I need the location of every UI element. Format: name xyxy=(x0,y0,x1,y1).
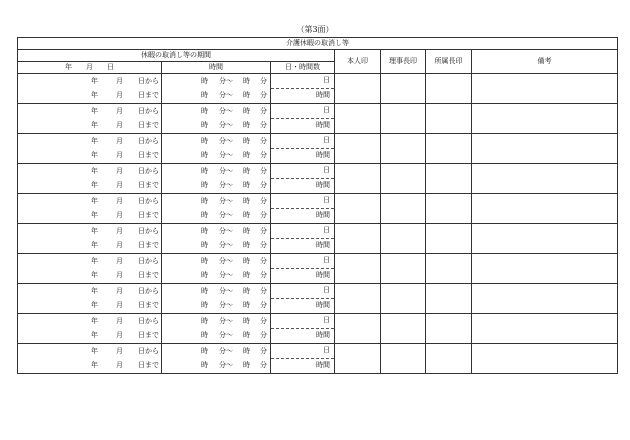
minute-label: 分 xyxy=(260,330,267,339)
entry-row xyxy=(18,104,618,134)
hour-label: 時 xyxy=(201,166,208,175)
minute-from-label: 分～ xyxy=(219,286,233,295)
month-label: 月 xyxy=(116,210,123,219)
minute-from-label: 分～ xyxy=(219,196,233,205)
entry-date-cell[interactable] xyxy=(18,134,162,164)
entry-days-cell[interactable] xyxy=(271,164,335,194)
entry-days-cell[interactable] xyxy=(271,194,335,224)
minute-from-label: 分～ xyxy=(219,180,233,189)
to-day-label: 日まで xyxy=(138,270,159,279)
hour-label: 時 xyxy=(243,90,250,99)
self-seal-cell[interactable] xyxy=(335,164,381,194)
hour-label: 時 xyxy=(201,76,208,85)
head-seal-cell[interactable] xyxy=(426,74,472,104)
director-seal-cell[interactable] xyxy=(381,194,426,224)
hour-label: 時 xyxy=(243,76,250,85)
minute-from-label: 分～ xyxy=(219,270,233,279)
entry-date-cell[interactable] xyxy=(18,254,162,284)
date-header: 年 月 日 xyxy=(18,62,162,74)
minute-label: 分 xyxy=(260,180,267,189)
head-seal-cell[interactable] xyxy=(426,284,472,314)
hours-unit-label: 時間 xyxy=(316,151,330,159)
director-seal-cell[interactable] xyxy=(381,224,426,254)
entry-date-cell[interactable] xyxy=(18,194,162,224)
hour-label: 時 xyxy=(243,286,250,295)
entry-row xyxy=(18,344,618,374)
time-header: 時間 xyxy=(162,62,271,74)
entry-row xyxy=(18,254,618,284)
from-day-label: 日から xyxy=(138,346,159,355)
hour-label: 時 xyxy=(243,196,250,205)
entry-time-cell[interactable] xyxy=(162,224,271,254)
director-seal-cell[interactable] xyxy=(381,104,426,134)
year-label: 年 xyxy=(91,120,98,129)
minute-from-label: 分～ xyxy=(219,120,233,129)
hours-unit-label: 時間 xyxy=(316,301,330,309)
entry-time-cell[interactable] xyxy=(162,344,271,374)
entry-time-cell[interactable] xyxy=(162,164,271,194)
minute-label: 分 xyxy=(260,136,267,145)
hour-label: 時 xyxy=(243,330,250,339)
entry-date-cell[interactable] xyxy=(18,344,162,374)
to-day-label: 日まで xyxy=(138,240,159,249)
entry-row xyxy=(18,314,618,344)
director-seal-cell[interactable] xyxy=(381,164,426,194)
remarks-cell[interactable] xyxy=(472,254,618,284)
from-day-label: 日から xyxy=(138,166,159,175)
hour-label: 時 xyxy=(243,270,250,279)
minute-label: 分 xyxy=(260,346,267,355)
self-seal-cell[interactable] xyxy=(335,104,381,134)
minute-label: 分 xyxy=(260,286,267,295)
hour-label: 時 xyxy=(243,346,250,355)
director-seal-cell[interactable] xyxy=(381,314,426,344)
from-day-label: 日から xyxy=(138,286,159,295)
month-label: 月 xyxy=(116,120,123,129)
remarks-cell[interactable] xyxy=(472,134,618,164)
from-day-label: 日から xyxy=(138,316,159,325)
hour-label: 時 xyxy=(201,150,208,159)
hours-unit-label: 時間 xyxy=(316,91,330,99)
month-label: 月 xyxy=(116,226,123,235)
entry-time-cell[interactable] xyxy=(162,194,271,224)
hour-label: 時 xyxy=(201,360,208,369)
month-label: 月 xyxy=(116,360,123,369)
head-seal-cell[interactable] xyxy=(426,194,472,224)
head-seal-cell[interactable] xyxy=(426,314,472,344)
entry-time-cell[interactable] xyxy=(162,104,271,134)
month-label: 月 xyxy=(116,136,123,145)
year-label: 年 xyxy=(91,196,98,205)
entry-days-cell[interactable] xyxy=(271,224,335,254)
hour-label: 時 xyxy=(243,256,250,265)
remarks-cell[interactable] xyxy=(472,314,618,344)
hours-unit-label: 時間 xyxy=(316,331,330,339)
hour-label: 時 xyxy=(243,240,250,249)
year-label: 年 xyxy=(91,286,98,295)
year-label: 年 xyxy=(91,150,98,159)
minute-from-label: 分～ xyxy=(219,346,233,355)
hours-unit-label: 時間 xyxy=(316,361,330,369)
month-label: 月 xyxy=(116,106,123,115)
self-seal-cell[interactable] xyxy=(335,254,381,284)
minute-from-label: 分～ xyxy=(219,90,233,99)
year-label: 年 xyxy=(91,166,98,175)
entry-days-cell[interactable] xyxy=(271,104,335,134)
entry-time-cell[interactable] xyxy=(162,254,271,284)
minute-label: 分 xyxy=(260,150,267,159)
entry-date-cell[interactable] xyxy=(18,314,162,344)
month-label: 月 xyxy=(116,90,123,99)
month-label: 月 xyxy=(116,196,123,205)
hour-label: 時 xyxy=(243,166,250,175)
head-seal-cell[interactable] xyxy=(426,344,472,374)
entry-date-cell[interactable] xyxy=(18,104,162,134)
remarks-cell[interactable] xyxy=(472,74,618,104)
hour-label: 時 xyxy=(243,210,250,219)
entry-time-cell[interactable] xyxy=(162,74,271,104)
days-unit-label: 日 xyxy=(323,226,330,234)
head-seal-header: 所属長印 xyxy=(426,50,472,74)
year-label: 年 xyxy=(91,210,98,219)
hour-label: 時 xyxy=(201,256,208,265)
care-leave-cancellation-table xyxy=(17,37,618,374)
hour-label: 時 xyxy=(243,360,250,369)
hour-label: 時 xyxy=(201,106,208,115)
year-label: 年 xyxy=(91,316,98,325)
entry-row xyxy=(18,74,618,104)
minute-label: 分 xyxy=(260,196,267,205)
hour-label: 時 xyxy=(243,106,250,115)
minute-from-label: 分～ xyxy=(219,150,233,159)
minute-from-label: 分～ xyxy=(219,300,233,309)
minute-label: 分 xyxy=(260,106,267,115)
hour-label: 時 xyxy=(201,210,208,219)
hour-label: 時 xyxy=(201,346,208,355)
minute-from-label: 分～ xyxy=(219,240,233,249)
hour-label: 時 xyxy=(243,136,250,145)
from-day-label: 日から xyxy=(138,196,159,205)
days-unit-label: 日 xyxy=(323,316,330,324)
director-seal-cell[interactable] xyxy=(381,74,426,104)
minute-label: 分 xyxy=(260,226,267,235)
entry-date-cell[interactable] xyxy=(18,224,162,254)
remarks-cell[interactable] xyxy=(472,224,618,254)
month-label: 月 xyxy=(116,240,123,249)
minute-label: 分 xyxy=(260,256,267,265)
entry-days-cell[interactable] xyxy=(271,284,335,314)
entry-days-cell[interactable] xyxy=(271,314,335,344)
minute-label: 分 xyxy=(260,300,267,309)
entry-time-cell[interactable] xyxy=(162,314,271,344)
page-number: （第3面） xyxy=(296,25,334,34)
minute-label: 分 xyxy=(260,90,267,99)
to-day-label: 日まで xyxy=(138,330,159,339)
minute-label: 分 xyxy=(260,240,267,249)
hour-label: 時 xyxy=(201,226,208,235)
minute-label: 分 xyxy=(260,210,267,219)
days-unit-label: 日 xyxy=(323,346,330,354)
year-label: 年 xyxy=(91,240,98,249)
month-label: 月 xyxy=(116,346,123,355)
remarks-cell[interactable] xyxy=(472,164,618,194)
remarks-cell[interactable] xyxy=(472,344,618,374)
hour-label: 時 xyxy=(201,180,208,189)
director-seal-cell[interactable] xyxy=(381,344,426,374)
minute-label: 分 xyxy=(260,360,267,369)
director-seal-cell[interactable] xyxy=(381,284,426,314)
entry-row xyxy=(18,134,618,164)
hours-unit-label: 時間 xyxy=(316,271,330,279)
self-seal-cell[interactable] xyxy=(335,344,381,374)
to-day-label: 日まで xyxy=(138,90,159,99)
director-seal-header: 理事長印 xyxy=(381,50,426,74)
entry-date-cell[interactable] xyxy=(18,284,162,314)
remarks-header: 備考 xyxy=(472,50,618,74)
month-label: 月 xyxy=(116,150,123,159)
hours-unit-label: 時間 xyxy=(316,211,330,219)
to-day-label: 日まで xyxy=(138,210,159,219)
days-unit-label: 日 xyxy=(323,136,330,144)
head-seal-cell[interactable] xyxy=(426,134,472,164)
self-seal-cell[interactable] xyxy=(335,194,381,224)
days-header: 日・時間数 xyxy=(271,62,335,74)
entry-date-cell[interactable] xyxy=(18,164,162,194)
month-label: 月 xyxy=(116,180,123,189)
remarks-cell[interactable] xyxy=(472,104,618,134)
self-seal-cell[interactable] xyxy=(335,134,381,164)
entry-days-cell[interactable] xyxy=(271,134,335,164)
minute-label: 分 xyxy=(260,316,267,325)
to-day-label: 日まで xyxy=(138,150,159,159)
minute-from-label: 分～ xyxy=(219,76,233,85)
to-day-label: 日まで xyxy=(138,360,159,369)
to-day-label: 日まで xyxy=(138,300,159,309)
month-label: 月 xyxy=(116,316,123,325)
entry-date-cell[interactable] xyxy=(18,74,162,104)
self-seal-cell[interactable] xyxy=(335,284,381,314)
minute-from-label: 分～ xyxy=(219,360,233,369)
month-label: 月 xyxy=(116,166,123,175)
year-label: 年 xyxy=(91,136,98,145)
hour-label: 時 xyxy=(201,270,208,279)
entry-days-cell[interactable] xyxy=(271,74,335,104)
to-day-label: 日まで xyxy=(138,120,159,129)
year-label: 年 xyxy=(91,256,98,265)
self-seal-cell[interactable] xyxy=(335,74,381,104)
hour-label: 時 xyxy=(201,316,208,325)
minute-from-label: 分～ xyxy=(219,166,233,175)
year-label: 年 xyxy=(91,300,98,309)
hour-label: 時 xyxy=(243,226,250,235)
minute-from-label: 分～ xyxy=(219,210,233,219)
from-day-label: 日から xyxy=(138,136,159,145)
minute-from-label: 分～ xyxy=(219,316,233,325)
from-day-label: 日から xyxy=(138,106,159,115)
entry-row xyxy=(18,284,618,314)
self-seal-header: 本人印 xyxy=(335,50,381,74)
entry-time-cell[interactable] xyxy=(162,134,271,164)
to-day-label: 日まで xyxy=(138,180,159,189)
minute-from-label: 分～ xyxy=(219,136,233,145)
hour-label: 時 xyxy=(201,286,208,295)
director-seal-cell[interactable] xyxy=(381,254,426,284)
year-label: 年 xyxy=(91,346,98,355)
head-seal-cell[interactable] xyxy=(426,104,472,134)
year-label: 年 xyxy=(91,330,98,339)
head-seal-cell[interactable] xyxy=(426,224,472,254)
hours-unit-label: 時間 xyxy=(316,121,330,129)
from-day-label: 日から xyxy=(138,226,159,235)
month-label: 月 xyxy=(116,330,123,339)
hour-label: 時 xyxy=(201,120,208,129)
days-unit-label: 日 xyxy=(323,286,330,294)
entry-time-cell[interactable] xyxy=(162,284,271,314)
minute-label: 分 xyxy=(260,166,267,175)
hour-label: 時 xyxy=(201,240,208,249)
month-label: 月 xyxy=(116,300,123,309)
entry-row xyxy=(18,194,618,224)
hour-label: 時 xyxy=(243,120,250,129)
head-seal-cell[interactable] xyxy=(426,164,472,194)
hour-label: 時 xyxy=(243,316,250,325)
minute-label: 分 xyxy=(260,270,267,279)
hour-label: 時 xyxy=(243,150,250,159)
from-day-label: 日から xyxy=(138,256,159,265)
year-label: 年 xyxy=(91,226,98,235)
entry-days-cell[interactable] xyxy=(271,344,335,374)
year-label: 年 xyxy=(91,106,98,115)
minute-from-label: 分～ xyxy=(219,226,233,235)
year-label: 年 xyxy=(91,90,98,99)
month-label: 月 xyxy=(116,286,123,295)
entry-row xyxy=(18,224,618,254)
month-label: 月 xyxy=(116,256,123,265)
year-label: 年 xyxy=(91,360,98,369)
hours-unit-label: 時間 xyxy=(316,181,330,189)
days-unit-label: 日 xyxy=(323,256,330,264)
period-header: 休暇の取消し等の期間 xyxy=(18,50,335,62)
remarks-cell[interactable] xyxy=(472,194,618,224)
hour-label: 時 xyxy=(243,180,250,189)
month-label: 月 xyxy=(116,76,123,85)
year-label: 年 xyxy=(91,270,98,279)
hour-label: 時 xyxy=(201,330,208,339)
hours-unit-label: 時間 xyxy=(316,241,330,249)
hour-label: 時 xyxy=(201,90,208,99)
from-day-label: 日から xyxy=(138,76,159,85)
days-unit-label: 日 xyxy=(323,106,330,114)
minute-label: 分 xyxy=(260,120,267,129)
month-label: 月 xyxy=(116,270,123,279)
days-unit-label: 日 xyxy=(323,166,330,174)
self-seal-cell[interactable] xyxy=(335,314,381,344)
hour-label: 時 xyxy=(201,136,208,145)
self-seal-cell[interactable] xyxy=(335,224,381,254)
minute-label: 分 xyxy=(260,76,267,85)
hour-label: 時 xyxy=(243,300,250,309)
hour-label: 時 xyxy=(201,196,208,205)
days-unit-label: 日 xyxy=(323,196,330,204)
entry-days-cell[interactable] xyxy=(271,254,335,284)
minute-from-label: 分～ xyxy=(219,330,233,339)
director-seal-cell[interactable] xyxy=(381,134,426,164)
year-label: 年 xyxy=(91,76,98,85)
year-label: 年 xyxy=(91,180,98,189)
days-unit-label: 日 xyxy=(323,76,330,84)
head-seal-cell[interactable] xyxy=(426,254,472,284)
remarks-cell[interactable] xyxy=(472,284,618,314)
form-title: 介護休暇の取消し等 xyxy=(18,38,618,50)
entry-row xyxy=(18,164,618,194)
hour-label: 時 xyxy=(201,300,208,309)
minute-from-label: 分～ xyxy=(219,256,233,265)
minute-from-label: 分～ xyxy=(219,106,233,115)
